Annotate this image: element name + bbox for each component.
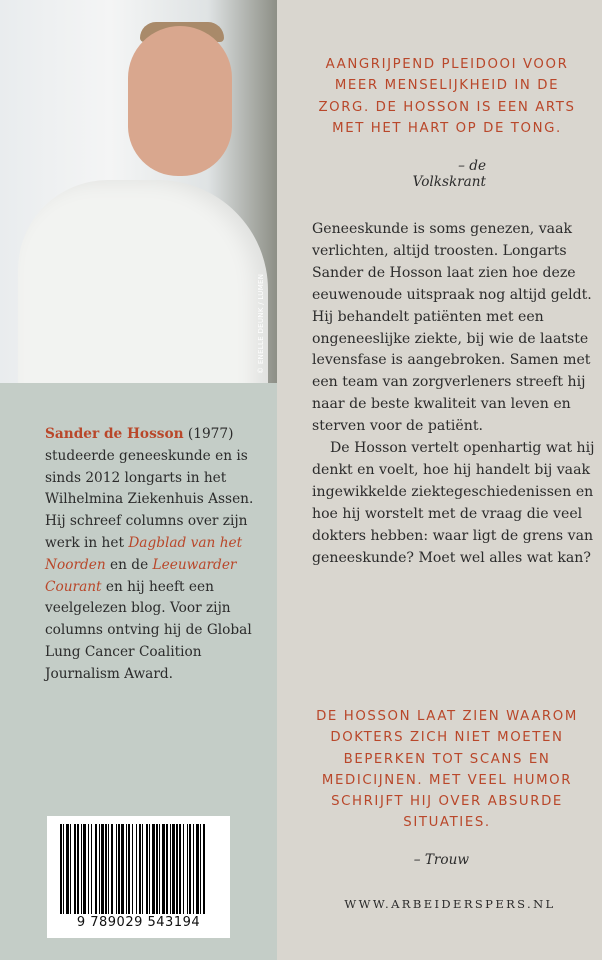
barcode-bar [172,824,175,914]
quote-line: BEPERKEN TOT SCANS EN [343,751,551,767]
barcode-bar [179,824,181,914]
author-coat [18,180,268,383]
barcode-bar [126,824,127,914]
bio-text-1: (1977) studeerde geneeskunde en is sinds 2012 longarts in het Wilhelmina Ziekenhuis Assen. Hij schreef columns over zijn werk in het [45,426,254,551]
quote-line: DOKTERS ZICH NIET MOETEN [330,730,564,746]
quote-source-trouw: – Trouw [413,852,469,868]
author-bio [45,424,267,686]
barcode-bar [83,824,86,914]
barcode-bar [60,824,62,914]
barcode-bar [193,824,194,914]
barcode-bar [142,824,143,914]
barcode-bar [70,824,71,914]
barcode-bar [91,824,92,914]
barcode-bar [77,824,79,914]
bio-text-3: en hij heeft een veelgelezen blog. Voor zijn columns ontving hij de Global Lung Cancer Coalition Journalism Award. [45,578,252,682]
barcode-bar [196,824,199,914]
barcode-bar [63,824,64,914]
author-face [128,26,232,176]
publisher-website: WWW.ARBEIDERSPERS.NL [344,897,556,911]
barcode-bar [187,824,188,914]
barcode-bar [162,824,165,914]
barcode-bar [156,824,158,914]
barcode-bar [139,824,141,914]
quote-line: SCHRIJFT HIJ OVER ABSURDE [331,794,563,810]
blurb-paragraph: De Hosson vertelt openhartig wat hij denkt en voelt, hoe hij handelt bij vaak ingewikkelde ziektegeschiedenissen en hoe hij worstelt met de vraag die veel dokters hebben: waar ligt de grens van geneeskunde? Moet wel alles wat kan? [312,440,595,566]
author-name: Sander de Hosson [45,426,184,442]
quote-volkskrant [302,54,592,139]
barcode-bar [149,824,150,914]
quote-line: SITUATIES. [403,815,491,831]
barcode-bar [101,824,104,914]
barcode-bar [176,824,178,914]
blurb-paragraph: Geneeskunde is soms genezen, vaak verlichten, altijd troosten. Longarts Sander de Hosson laat zien hoe deze eeuwenoude uitspraak nog altijd geldt. Hij behandelt patiënten met een ongeneeslijke ziekte, bij wie de laatste levensfase is aangebroken. Samen met een team van zorgverleners streeft hij naar de beste kwaliteit van leven en sterven voor de patiënt. [312,221,592,435]
quote-line: AANGRIJPEND PLEIDOOI VOOR [325,57,569,72]
barcode-bar [132,824,133,914]
barcode-bar [105,824,107,914]
barcode-bar [88,824,89,914]
quote-line: ZORG. DE HOSSON IS EEN ARTS [318,99,576,115]
barcode [47,816,230,938]
barcode-bar [99,824,100,914]
barcode-bar [108,824,109,914]
barcode-bar [128,824,130,914]
barcode-bar [81,824,82,914]
barcode-bar [159,824,160,914]
barcode-bar [189,824,191,914]
quote-source-volkskrant: – de Volkskrant [412,158,486,190]
quote-line: MET HET HART OP DE TONG. [332,120,562,136]
barcode-bar [183,824,184,914]
barcode-bar [170,824,171,914]
bio-newspaper-2: Leeuwarder Courant [45,556,237,595]
barcode-bar [200,824,201,914]
barcode-bar [116,824,117,914]
barcode-bar [74,824,76,914]
blurb [312,219,600,570]
barcode-bar [118,824,120,914]
bio-newspaper-1: Dagblad van het Noorden [45,534,243,573]
quote-trouw [302,706,592,834]
barcode-bar [166,824,168,914]
barcode-bar [66,824,69,914]
isbn-number: 9 789029 543194 [76,915,201,930]
barcode-bars [60,824,217,914]
barcode-bar [203,824,205,914]
photo-credit: © ENELLE DEUNK / LUMEN [257,273,265,374]
barcode-bar [146,824,148,914]
barcode-bar [111,824,113,914]
bio-text-2: en de [105,556,153,573]
author-photo [0,0,277,383]
barcode-bar [95,824,97,914]
quote-line: MEER MENSELIJKHEID IN DE [334,78,560,94]
barcode-bar [121,824,124,914]
quote-line: MEDICIJNEN. MET VEEL HUMOR [321,772,573,788]
barcode-bar [152,824,155,914]
quote-line: DE HOSSON LAAT ZIEN WAAROM [316,709,578,724]
barcode-bar [136,824,137,914]
